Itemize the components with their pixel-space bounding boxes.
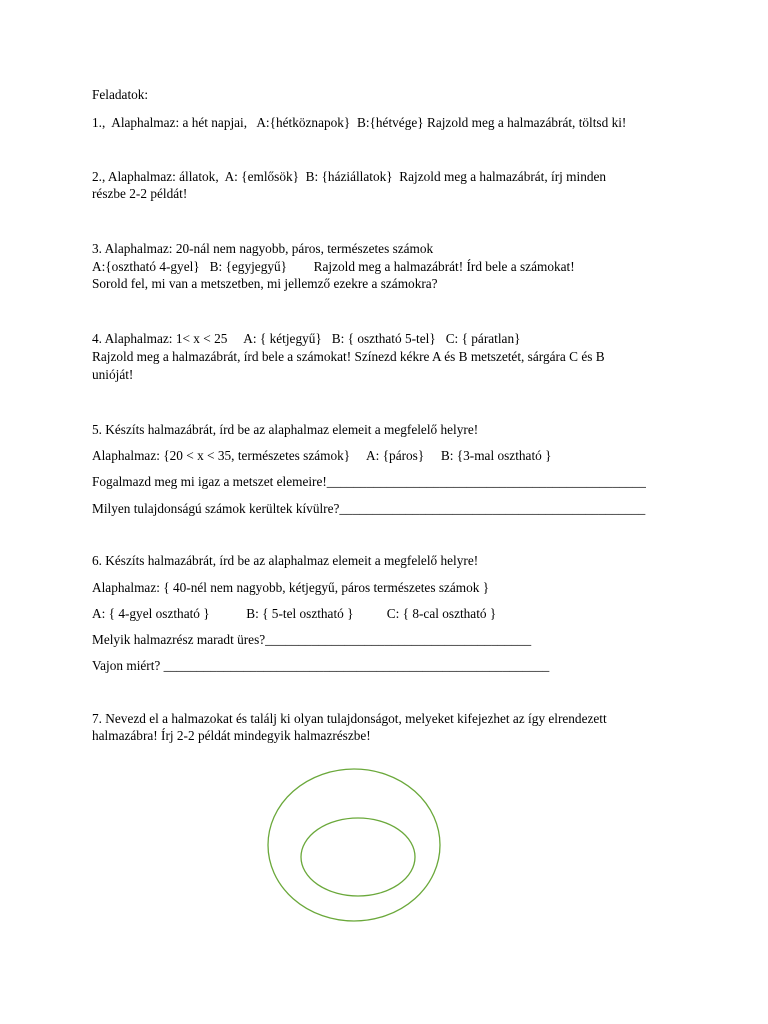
outer-set-ellipse [268,769,440,921]
task-6-line: Alaphalmaz: { 40-nél nem nagyobb, kétjegyű, páros természetes számok } [92,580,490,595]
task-4-line: 4. Alaphalmaz: 1< x < 25 A: { kétjegyű} B: { osztható 5-tel} C: { páratlan} [92,331,521,346]
task-3-line: A:{osztható 4-gyel} B: {egyjegyű} Rajzold meg a halmazábrát! Írd bele a számokat! [92,259,575,274]
task-6-answer-line: Vajon miért? __________________________________________________________ [92,658,550,673]
task-2-line: 2., Alaphalmaz: állatok, A: {emlősök} B: {háziállatok} Rajzold meg a halmazábrát, írj minden [92,169,607,184]
task-6-line: A: { 4-gyel osztható } B: { 5-tel osztható } C: { 8-cal osztható } [92,606,497,621]
task-5-line: 5. Készíts halmazábrát, írd be az alaphalmaz elemeit a megfelelő helyre! [92,422,479,437]
task-7-line: 7. Nevezd el a halmazokat és találj ki olyan tulajdonságot, melyeket kifejezhet az így elrendezett [92,711,607,726]
task-1-line: 1., Alaphalmaz: a hét napjai, A:{hétköznapok} B:{hétvége} Rajzold meg a halmazábrát, töltsd ki! [92,115,627,130]
task-3-line: Sorold fel, mi van a metszetben, mi jellemző ezekre a számokra? [92,276,438,291]
task-7-line: halmazábra! Írj 2-2 példát mindegyik halmazrészbe! [92,728,371,743]
task-5-line: Alaphalmaz: {20 < x < 35, természetes számok} A: {páros} B: {3-mal osztható } [92,448,552,463]
inner-set-ellipse [301,818,415,896]
task-4-line: Rajzold meg a halmazábrát, írd bele a számokat! Színezd kékre A és B metszetét, sárgára C és B [92,349,605,364]
task-6-line: 6. Készíts halmazábrát, írd be az alaphalmaz elemeit a megfelelő helyre! [92,553,479,568]
task-4-line: unióját! [92,367,134,382]
task-5-answer-line: Fogalmazd meg mi igaz a metszet elemeire!________________________________________________ [92,474,646,489]
task-6-answer-line: Melyik halmazrész maradt üres?________________________________________ [92,632,532,647]
page-title: Feladatok: [92,87,149,102]
task-2-line: részbe 2-2 példát! [92,186,188,201]
task-5-answer-line: Milyen tulajdonságú számok kerültek kívülre?______________________________________________ [92,501,646,516]
task-3-line: 3. Alaphalmaz: 20-nál nem nagyobb, páros, természetes számok [92,241,434,256]
